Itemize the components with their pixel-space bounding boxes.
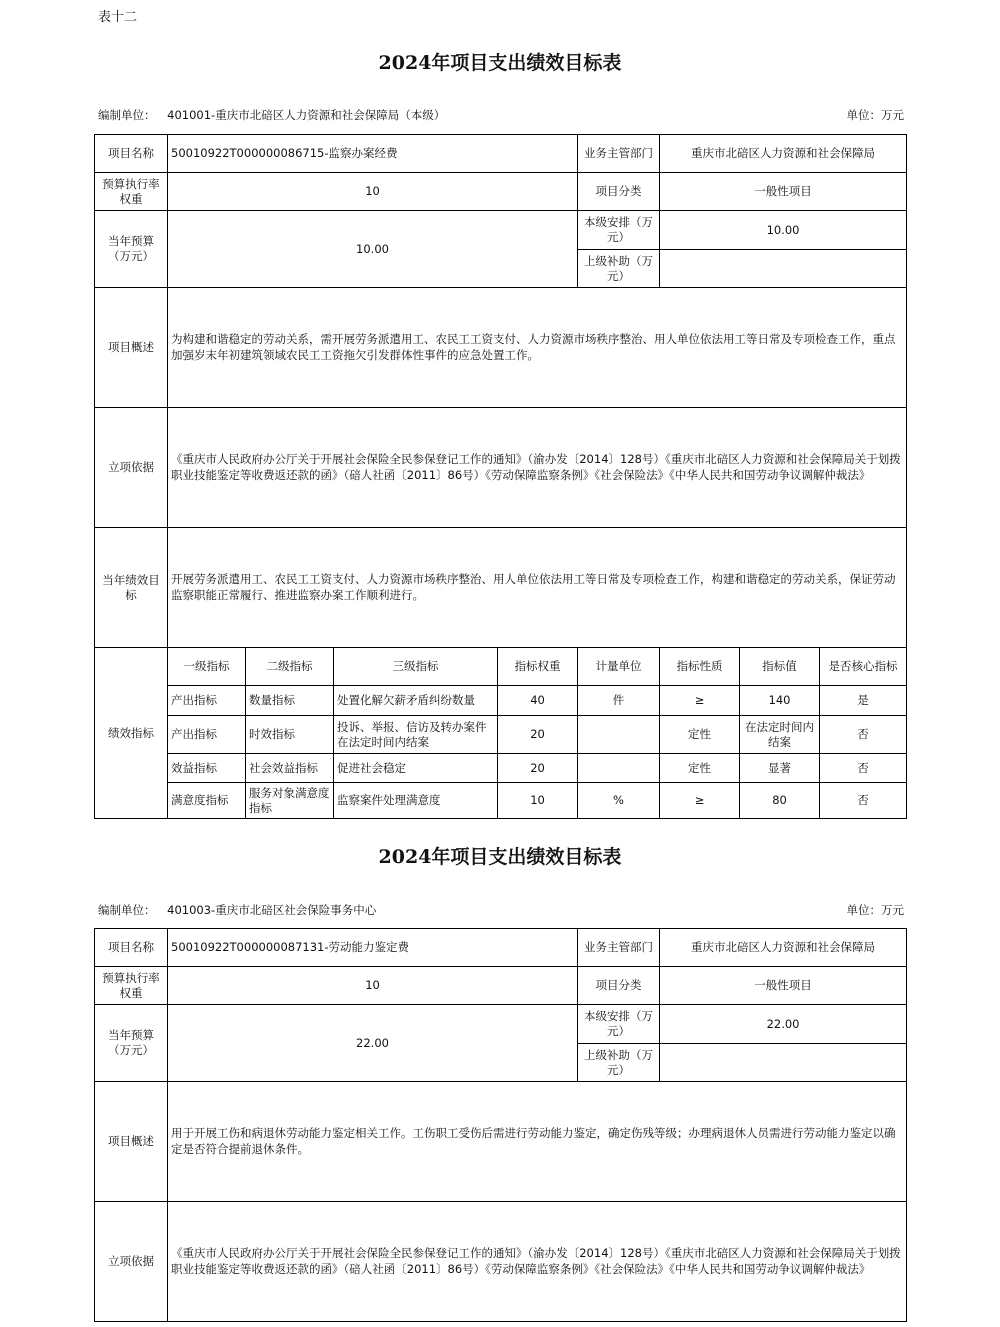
level3-cell: 投诉、举报、信访及转办案件在法定时间内结案 — [334, 716, 498, 754]
label-budget: 当年预算（万元） — [95, 1005, 168, 1082]
label-exec-weight: 预算执行率权重 — [95, 967, 168, 1005]
org-value: 401001-重庆市北碚区人力资源和社会保障局（本级） — [167, 108, 446, 122]
weight-cell: 10 — [498, 783, 578, 819]
weight-cell: 40 — [498, 686, 578, 716]
level2-cell: 时效指标 — [246, 716, 334, 754]
table1 — [94, 134, 907, 819]
indicator-header: 计量单位 — [578, 648, 660, 686]
table1-meta — [98, 107, 904, 123]
nature-cell: 定性 — [660, 754, 740, 783]
goal-text: 开展劳务派遣用工、农民工工资支付、人力资源市场秩序整治、用人单位依法用工等日常及专项检查工作，构建和谐稳定的劳动关系，保证劳动监察职能正常履行、推进监察办案工作顺利进行。 — [168, 528, 907, 648]
indicator-header: 是否核心指标 — [820, 648, 907, 686]
level3-cell: 监察案件处理满意度 — [334, 783, 498, 819]
label-dept: 业务主管部门 — [578, 929, 660, 967]
table-row — [95, 716, 907, 754]
table1-title: 2024年项目支出绩效目标表 — [378, 52, 622, 74]
overview-text: 用于开展工伤和病退休劳动能力鉴定相关工作。工伤职工受伤后需进行劳动能力鉴定，确定伤残等级；办理病退休人员需进行劳动能力鉴定以确定是否符合提前退休条件。 — [168, 1082, 907, 1202]
label-category: 项目分类 — [578, 967, 660, 1005]
core-cell: 否 — [820, 754, 907, 783]
label-category: 项目分类 — [578, 173, 660, 211]
dept-value: 重庆市北碚区人力资源和社会保障局 — [660, 929, 907, 967]
value-cell: 140 — [740, 686, 820, 716]
org-label: 编制单位： — [98, 108, 156, 122]
subsidy-value — [660, 1044, 907, 1082]
indicator-header: 一级指标 — [168, 648, 246, 686]
label-basis: 立项依据 — [95, 408, 168, 528]
page-tag: 表十二 — [98, 10, 138, 25]
label-subsidy: 上级补助（万元） — [578, 1044, 660, 1082]
table-row — [95, 686, 907, 716]
value-cell: 在法定时间内结案 — [740, 716, 820, 754]
project-name: 50010922T000000086715-监察办案经费 — [168, 135, 578, 173]
indicator-header: 二级指标 — [246, 648, 334, 686]
label-indicators: 绩效指标 — [95, 648, 168, 819]
label-local: 本级安排（万元） — [578, 211, 660, 250]
value-cell: 显著 — [740, 754, 820, 783]
unit-cell — [578, 716, 660, 754]
indicator-header: 指标性质 — [660, 648, 740, 686]
indicator-header: 三级指标 — [334, 648, 498, 686]
subsidy-value — [660, 250, 907, 288]
currency-unit: 单位：万元 — [846, 108, 904, 122]
budget-value: 10.00 — [168, 211, 578, 288]
basis-text: 《重庆市人民政府办公厅关于开展社会保险全民参保登记工作的通知》（渝办发〔2014〕128号）《重庆市北碚区人力资源和社会保障局关于划拨职业技能鉴定等收费返还款的函》（碚人社函〔2011〕86号）《劳动保障监察条例》《社会保险法》《中华人民共和国劳动争议调解仲裁法》 — [168, 1202, 907, 1322]
level2-cell: 服务对象满意度指标 — [246, 783, 334, 819]
level1-cell: 产出指标 — [168, 716, 246, 754]
table2 — [94, 928, 907, 1322]
unit-cell: % — [578, 783, 660, 819]
nature-cell: 定性 — [660, 716, 740, 754]
level1-cell: 满意度指标 — [168, 783, 246, 819]
currency-unit: 单位：万元 — [846, 903, 904, 917]
indicator-header: 指标权重 — [498, 648, 578, 686]
overview-text: 为构建和谐稳定的劳动关系，需开展劳务派遣用工、农民工工资支付、人力资源市场秩序整治、用人单位依法用工等日常及专项检查工作，重点加强岁末年初建筑领域农民工工资拖欠引发群体性事件的应急处置工作。 — [168, 288, 907, 408]
table2-title: 2024年项目支出绩效目标表 — [378, 846, 622, 868]
level3-cell: 促进社会稳定 — [334, 754, 498, 783]
label-project-name: 项目名称 — [95, 135, 168, 173]
level1-cell: 效益指标 — [168, 754, 246, 783]
exec-weight-value: 10 — [168, 173, 578, 211]
label-exec-weight: 预算执行率权重 — [95, 173, 168, 211]
basis-text: 《重庆市人民政府办公厅关于开展社会保险全民参保登记工作的通知》（渝办发〔2014〕128号）《重庆市北碚区人力资源和社会保障局关于划拨职业技能鉴定等收费返还款的函》（碚人社函〔2011〕86号）《劳动保障监察条例》《社会保险法》《中华人民共和国劳动争议调解仲裁法》 — [168, 408, 907, 528]
label-overview: 项目概述 — [95, 288, 168, 408]
local-value: 22.00 — [660, 1005, 907, 1044]
weight-cell: 20 — [498, 716, 578, 754]
nature-cell: ≥ — [660, 783, 740, 819]
org-value: 401003-重庆市北碚区社会保险事务中心 — [167, 903, 377, 917]
unit-cell: 件 — [578, 686, 660, 716]
label-budget: 当年预算（万元） — [95, 211, 168, 288]
label-local: 本级安排（万元） — [578, 1005, 660, 1044]
value-cell: 80 — [740, 783, 820, 819]
core-cell: 否 — [820, 716, 907, 754]
project-name: 50010922T000000087131-劳动能力鉴定费 — [168, 929, 578, 967]
label-dept: 业务主管部门 — [578, 135, 660, 173]
core-cell: 否 — [820, 783, 907, 819]
org-label: 编制单位： — [98, 903, 156, 917]
table-row — [95, 754, 907, 783]
label-goal: 当年绩效目标 — [95, 528, 168, 648]
level3-cell: 处置化解欠薪矛盾纠纷数量 — [334, 686, 498, 716]
exec-weight-value: 10 — [168, 967, 578, 1005]
table2-meta — [98, 902, 904, 918]
category-value: 一般性项目 — [660, 967, 907, 1005]
unit-cell — [578, 754, 660, 783]
level1-cell: 产出指标 — [168, 686, 246, 716]
table-row — [95, 783, 907, 819]
category-value: 一般性项目 — [660, 173, 907, 211]
label-subsidy: 上级补助（万元） — [578, 250, 660, 288]
core-cell: 是 — [820, 686, 907, 716]
indicator-header: 指标值 — [740, 648, 820, 686]
local-value: 10.00 — [660, 211, 907, 250]
indicator-header-row — [95, 648, 907, 686]
level2-cell: 数量指标 — [246, 686, 334, 716]
dept-value: 重庆市北碚区人力资源和社会保障局 — [660, 135, 907, 173]
budget-value: 22.00 — [168, 1005, 578, 1082]
label-basis: 立项依据 — [95, 1202, 168, 1322]
level2-cell: 社会效益指标 — [246, 754, 334, 783]
weight-cell: 20 — [498, 754, 578, 783]
label-overview: 项目概述 — [95, 1082, 168, 1202]
nature-cell: ≥ — [660, 686, 740, 716]
label-project-name: 项目名称 — [95, 929, 168, 967]
